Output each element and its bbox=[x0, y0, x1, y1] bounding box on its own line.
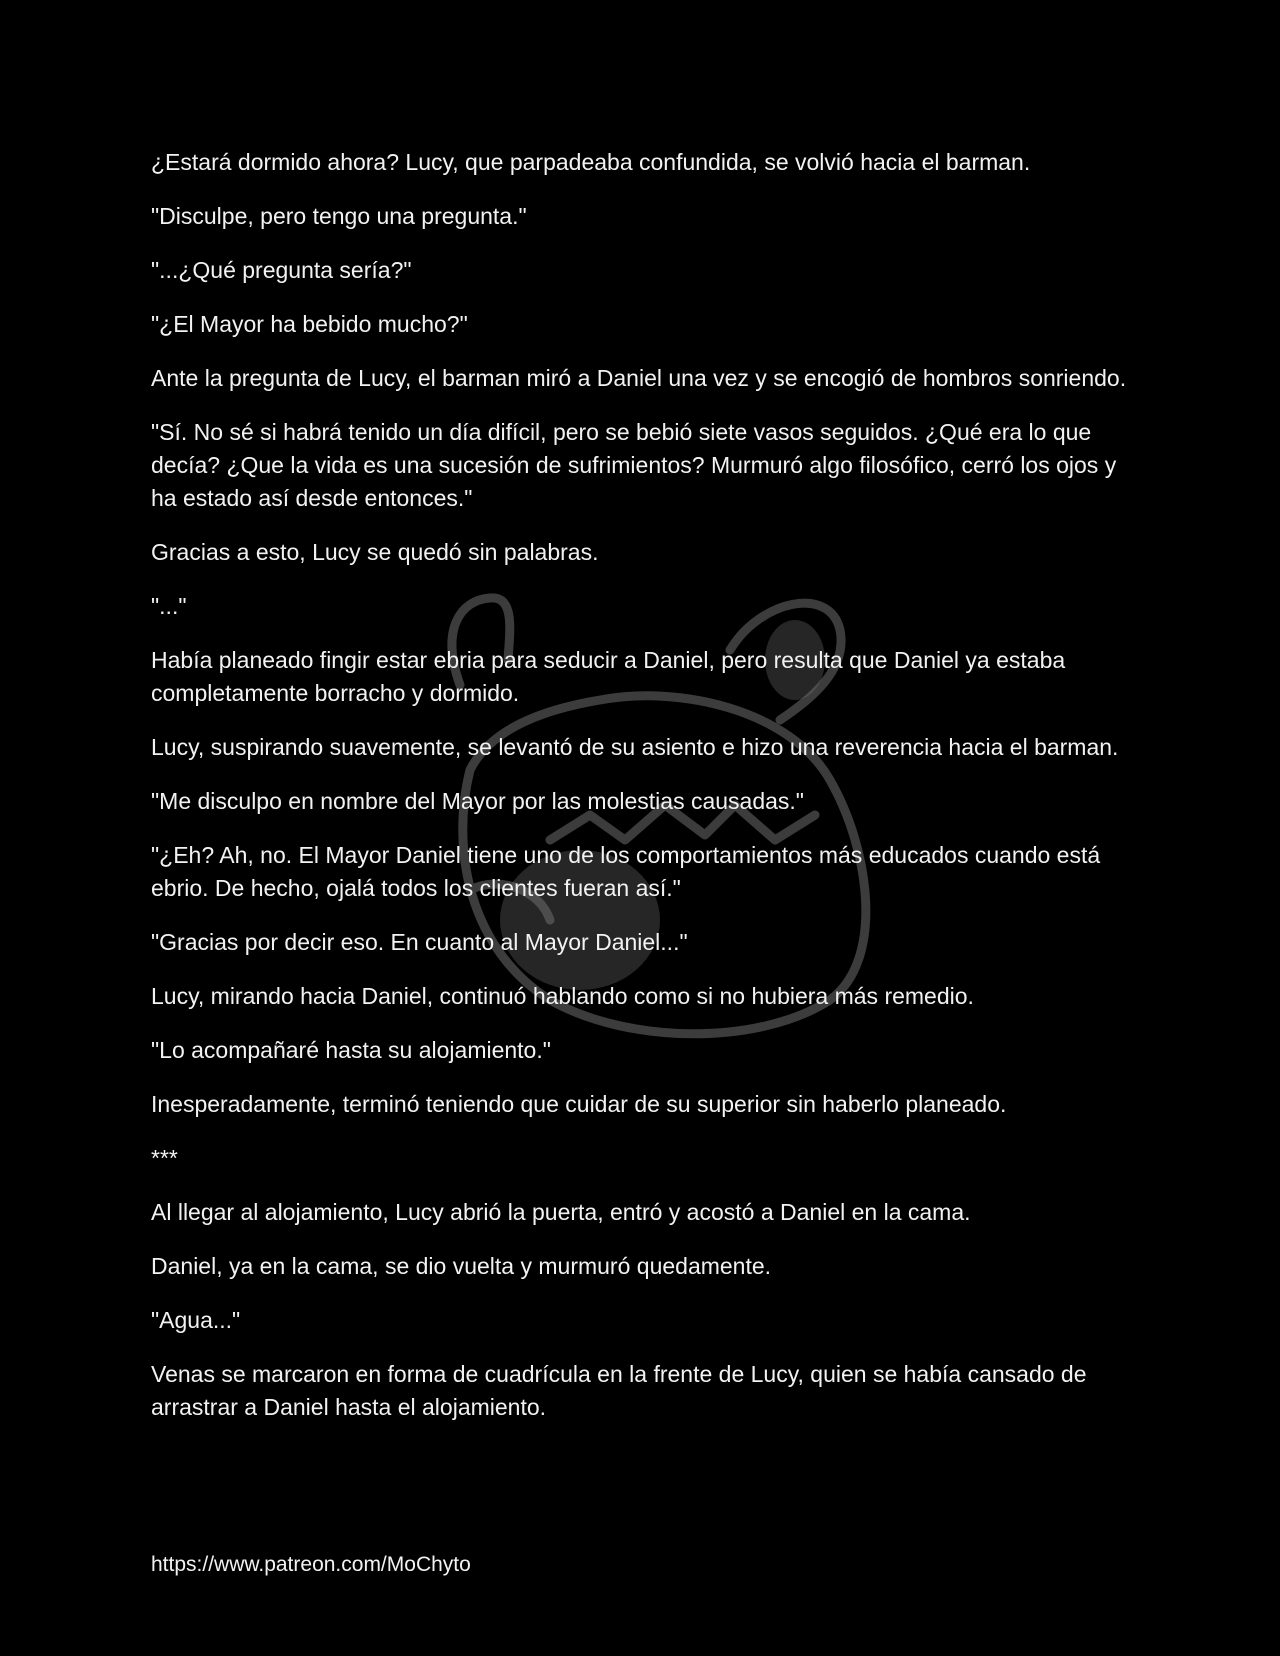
story-text bbox=[151, 146, 1141, 1445]
paragraph: "Lo acompañaré hasta su alojamiento." bbox=[151, 1037, 551, 1063]
paragraph: "Disculpe, pero tengo una pregunta." bbox=[151, 203, 527, 229]
paragraph: Ante la pregunta de Lucy, el barman miró a Daniel una vez y se encogió de hombros sonriendo. bbox=[151, 365, 1127, 391]
paragraph: "...¿Qué pregunta sería?" bbox=[151, 257, 412, 283]
paragraph: Daniel, ya en la cama, se dio vuelta y murmuró quedamente. bbox=[151, 1253, 772, 1279]
paragraph: Lucy, mirando hacia Daniel, continuó hablando como si no hubiera más remedio. bbox=[151, 983, 974, 1009]
paragraph: Había planeado fingir estar ebria para seducir a Daniel, pero resulta que Daniel ya estaba completamente borracho y dormido. bbox=[151, 647, 1066, 706]
scene-break: *** bbox=[151, 1145, 178, 1171]
paragraph: "Agua..." bbox=[151, 1307, 241, 1333]
patreon-link[interactable]: https://www.patreon.com/MoChyto bbox=[151, 1553, 471, 1576]
paragraph: "¿El Mayor ha bebido mucho?" bbox=[151, 311, 468, 337]
paragraph: ¿Estará dormido ahora? Lucy, que parpadeaba confundida, se volvió hacia el barman. bbox=[151, 149, 1031, 175]
paragraph: Inesperadamente, terminó teniendo que cuidar de su superior sin haberlo planeado. bbox=[151, 1091, 1007, 1117]
paragraph: "Me disculpo en nombre del Mayor por las molestias causadas." bbox=[151, 788, 804, 814]
paragraph: "¿Eh? Ah, no. El Mayor Daniel tiene uno de los comportamientos más educados cuando está ebrio. De hecho, ojalá todos los clientes fueran así." bbox=[151, 842, 1101, 901]
paragraph: Venas se marcaron en forma de cuadrícula en la frente de Lucy, quien se había cansado de arrastrar a Daniel hasta el alojamiento. bbox=[151, 1361, 1087, 1420]
paragraph: "Sí. No sé si habrá tenido un día difícil, pero se bebió siete vasos seguidos. ¿Qué era lo que decía? ¿Que la vida es una sucesión de sufrimientos? Murmuró algo filosófico, cerró los ojos y ha estado así desde entonces." bbox=[151, 419, 1117, 511]
paragraph: "..." bbox=[151, 593, 187, 619]
paragraph: Gracias a esto, Lucy se quedó sin palabras. bbox=[151, 539, 599, 565]
paragraph: Al llegar al alojamiento, Lucy abrió la puerta, entró y acostó a Daniel en la cama. bbox=[151, 1199, 971, 1225]
paragraph: Lucy, suspirando suavemente, se levantó de su asiento e hizo una reverencia hacia el barman. bbox=[151, 734, 1119, 760]
paragraph: "Gracias por decir eso. En cuanto al Mayor Daniel..." bbox=[151, 929, 688, 955]
